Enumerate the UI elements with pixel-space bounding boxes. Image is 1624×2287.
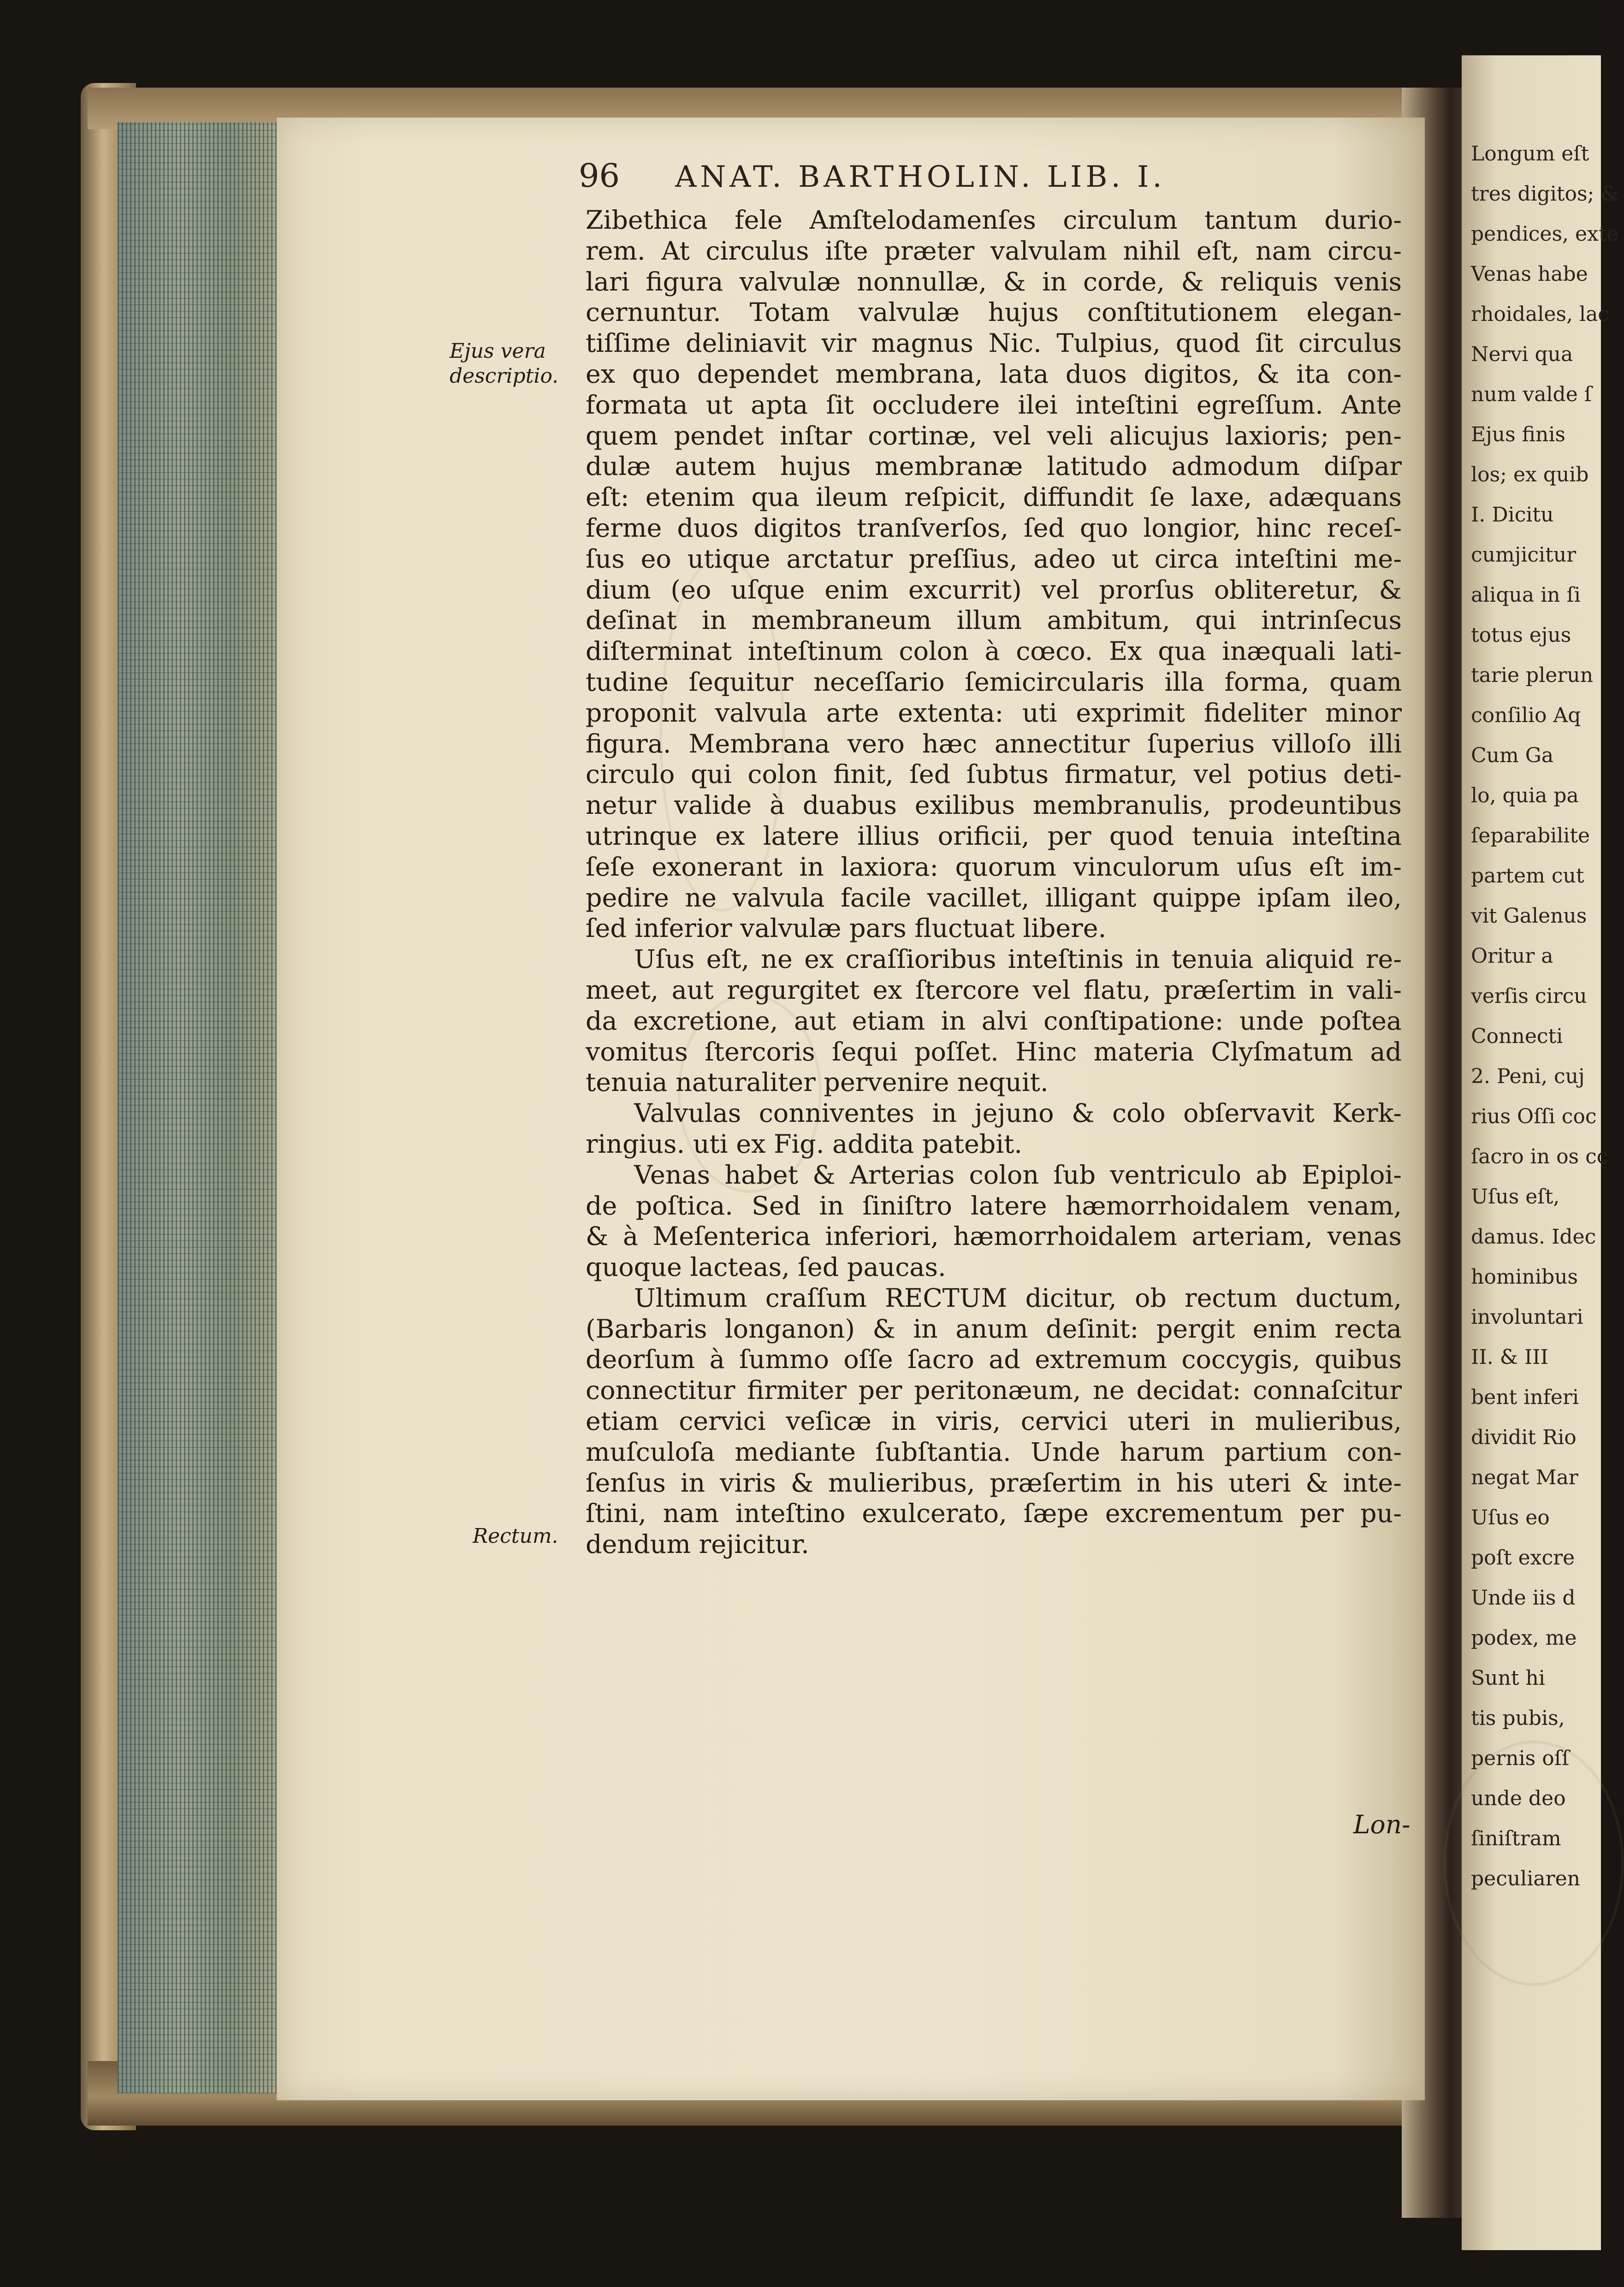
catchword: Lon- bbox=[1353, 1810, 1411, 1839]
text-line: ex quo dependet membrana, lata duos digitos, & ita con- bbox=[586, 359, 1402, 389]
facing-page-line: bent inferi bbox=[1471, 1386, 1579, 1409]
text-line: figura. Membrana vero hæc annectitur ſuperius villoſo illi bbox=[586, 729, 1402, 759]
facing-page-line: pernis oſſ bbox=[1471, 1747, 1570, 1770]
facing-page-line: Longum eſt bbox=[1471, 142, 1589, 166]
facing-page-line: aliqua in ſi bbox=[1471, 583, 1581, 607]
text-line: proponit valvula arte extenta: uti exprimit fideliter minor bbox=[586, 698, 1402, 728]
text-line: etiam cervici veſicæ in viris, cervici uteri in mulieribus, bbox=[586, 1406, 1402, 1437]
text-line: connectitur firmiter per peritonæum, ne decidat: connaſcitur bbox=[586, 1375, 1402, 1406]
facing-page-line: negat Mar bbox=[1471, 1466, 1578, 1489]
facing-page-line: hominibus bbox=[1471, 1265, 1578, 1289]
text-line: dium (eo uſque enim excurrit) vel prorſus obliteretur, & bbox=[586, 575, 1402, 605]
facing-page-text bbox=[1471, 134, 1619, 1899]
facing-page-line: poſt excre bbox=[1471, 1546, 1575, 1570]
text-line: diſterminat inteſtinum colon à cœco. Ex qua inæquali lati- bbox=[586, 636, 1402, 667]
facing-page-line: pendices, exte bbox=[1471, 222, 1619, 246]
text-line: tenuia naturaliter pervenire nequit. bbox=[586, 1067, 1049, 1098]
facing-page-line: los; ex quib bbox=[1471, 463, 1589, 486]
text-line: quem pendet inſtar cortinæ, vel veli alicujus laxioris; pen- bbox=[586, 421, 1402, 451]
text-line: ſed inferior valvulæ pars fluctuat libere. bbox=[586, 913, 1107, 944]
facing-page-line: num valde ſ bbox=[1471, 383, 1592, 406]
facing-page-line: Sunt hi bbox=[1471, 1666, 1545, 1690]
facing-page-line: involuntari bbox=[1471, 1305, 1583, 1329]
facing-page-line: ſiniſtram bbox=[1471, 1827, 1561, 1850]
facing-page-line: podex, me bbox=[1471, 1626, 1577, 1650]
text-line: tiſſime deliniavit vir magnus Nic. Tulpius, quod ſit circulus bbox=[586, 328, 1402, 359]
facing-page-line: dividit Rio bbox=[1471, 1426, 1577, 1449]
facing-page-line: II. & III bbox=[1471, 1345, 1549, 1369]
facing-page-line: rius Oſſi coc bbox=[1471, 1105, 1597, 1128]
text-line: utrinque ex latere illius orificii, per quod tenuia inteſtina bbox=[586, 821, 1402, 851]
text-line: Venas habet & Arterias colon ſub ventriculo ab Epiploi- bbox=[634, 1160, 1402, 1190]
facing-page-line: tarie plerun bbox=[1471, 664, 1594, 687]
text-line: quoque lacteas, ſed paucas. bbox=[586, 1252, 946, 1283]
text-line: Zibethica fele Amſtelodamenſes circulum tantum durio- bbox=[586, 205, 1402, 235]
text-line: ſtini, nam inteſtino exulcerato, ſæpe excrementum per pu- bbox=[586, 1499, 1402, 1529]
margin-note-rectum: Rectum. bbox=[473, 1524, 558, 1548]
facing-page-line: Unde iis d bbox=[1471, 1586, 1576, 1610]
facing-page-line: Uſus eo bbox=[1471, 1506, 1550, 1529]
text-line: cernuntur. Totam valvulæ hujus conſtitutionem elegan- bbox=[586, 297, 1402, 328]
facing-page-line: Connecti bbox=[1471, 1025, 1563, 1048]
facing-page-line: I. Dicitu bbox=[1471, 503, 1554, 527]
text-line: vomitus ſtercoris ſequi poſſet. Hinc materia Clyſmatum ad bbox=[586, 1037, 1402, 1067]
text-line: circulo qui colon finit, ſed ſubtus firmatur, vel potius deti- bbox=[586, 759, 1402, 790]
text-line: (Barbaris longanon) & in anum deſinit: pergit enim recta bbox=[586, 1314, 1402, 1344]
text-line: formata ut apta ſit occludere ilei inteſtini egreſſum. Ante bbox=[586, 390, 1402, 420]
facing-page-line: damus. Idec bbox=[1471, 1225, 1596, 1249]
text-line: ſeſe exonerant in laxiora: quorum vinculorum uſus eſt im- bbox=[586, 852, 1402, 882]
facing-page-line: peculiaren bbox=[1471, 1867, 1580, 1890]
text-line: deſinat in membraneum illum ambitum, qui intrinſecus bbox=[586, 605, 1402, 636]
text-line: dulæ autem hujus membranæ latitudo admodum diſpar bbox=[586, 451, 1402, 482]
running-head bbox=[579, 157, 1166, 195]
text-line: Valvulas conniventes in jejuno & colo obſervavit Kerk- bbox=[634, 1098, 1402, 1129]
text-line: pedire ne valvula facile vacillet, illigant quippe ipſam ileo, bbox=[586, 883, 1402, 913]
text-line: netur valide à duabus exilibus membranulis, prodeuntibus bbox=[586, 790, 1402, 821]
text-line: muſculoſa mediante ſubſtantia. Unde harum partium con- bbox=[586, 1437, 1402, 1467]
margin-note-line: Ejus vera bbox=[450, 339, 546, 363]
text-line: ſenſus in viris & mulieribus, præſertim in his uteri & inte- bbox=[586, 1468, 1402, 1498]
text-line: rem. At circulus iſte præter valvulam nihil eſt, nam circu- bbox=[586, 236, 1402, 266]
text-line: eſt: etenim qua ileum reſpicit, diffundit ſe laxe, adæquans bbox=[586, 482, 1402, 513]
facing-page-line: tres digitos; & bbox=[1471, 182, 1619, 206]
text-line: deorſum à ſummo oſſe ſacro ad extremum coccygis, quibus bbox=[586, 1345, 1402, 1375]
facing-page-line: Uſus eſt, bbox=[1471, 1185, 1560, 1209]
facing-page-line: partem cut bbox=[1471, 864, 1584, 888]
text-line: tudine ſequitur neceſſario ſemicircularis illa forma, quam bbox=[586, 667, 1402, 697]
facing-page-line: Nervi qua bbox=[1471, 343, 1573, 366]
text-line: meet, aut regurgitet ex ſtercore vel flatu, præſertim in vali- bbox=[586, 975, 1402, 1005]
facing-page-line: Venas habe bbox=[1471, 262, 1588, 286]
text-line: lari figura valvulæ nonnullæ, & in corde, & reliquis venis bbox=[586, 267, 1402, 297]
facing-page-line: cumjicitur bbox=[1471, 543, 1577, 567]
facing-page-line: ſacro in os cc bbox=[1471, 1145, 1608, 1168]
text-line: da excretione, aut etiam in alvi conſtipatione: unde poſtea bbox=[586, 1006, 1402, 1036]
facing-page-line: Oritur a bbox=[1471, 944, 1553, 968]
facing-page-line: vit Galenus bbox=[1471, 904, 1587, 928]
facing-page-line: totus ejus bbox=[1471, 623, 1571, 647]
text-line: de poſtica. Sed in ſiniſtro latere hæmorrhoidalem venam, bbox=[586, 1191, 1402, 1221]
text-line: ferme duos digitos tranſverſos, ſed quo longior, hinc receſ- bbox=[586, 513, 1402, 543]
body-text bbox=[586, 205, 1402, 1560]
show-through-mark bbox=[1443, 1741, 1624, 1986]
text-line: ſus eo utique arctatur preſſius, adeo ut circa inteſtini me- bbox=[586, 544, 1402, 574]
text-line: Uſus eſt, ne ex craſſioribus inteſtinis in tenuia aliquid re- bbox=[634, 944, 1402, 975]
page-number: 96 bbox=[579, 157, 620, 195]
page-block-edge bbox=[118, 122, 279, 2093]
running-title: ANAT. BARTHOLIN. LIB. I. bbox=[675, 160, 1166, 194]
facing-page-line: lo, quia pa bbox=[1471, 784, 1579, 807]
facing-page-line: tis pubis, bbox=[1471, 1706, 1565, 1730]
text-line: Ultimum craſſum RECTUM dicitur, ob rectum ductum, bbox=[634, 1283, 1402, 1313]
text-line: ringius. uti ex Fig. addita patebit. bbox=[586, 1129, 1023, 1159]
facing-page-line: 2. Peni, cuj bbox=[1471, 1065, 1585, 1088]
facing-page-line: conſilio Aq bbox=[1471, 704, 1581, 727]
facing-page-line: rhoidales, lac bbox=[1471, 302, 1609, 326]
text-line: & à Meſenterica inferiori, hæmorrhoidalem arteriam, venas bbox=[586, 1221, 1402, 1252]
facing-page-line: verſis circu bbox=[1471, 984, 1587, 1008]
text-line: dendum rejicitur. bbox=[586, 1529, 809, 1560]
margin-note-description bbox=[450, 339, 558, 389]
facing-page-line: ſeparabilite bbox=[1471, 824, 1590, 847]
facing-page-line: unde deo bbox=[1471, 1787, 1566, 1810]
facing-page-line: Ejus finis bbox=[1471, 423, 1566, 446]
facing-page-line: Cum Ga bbox=[1471, 744, 1554, 767]
margin-note-line: descriptio. bbox=[450, 364, 559, 388]
